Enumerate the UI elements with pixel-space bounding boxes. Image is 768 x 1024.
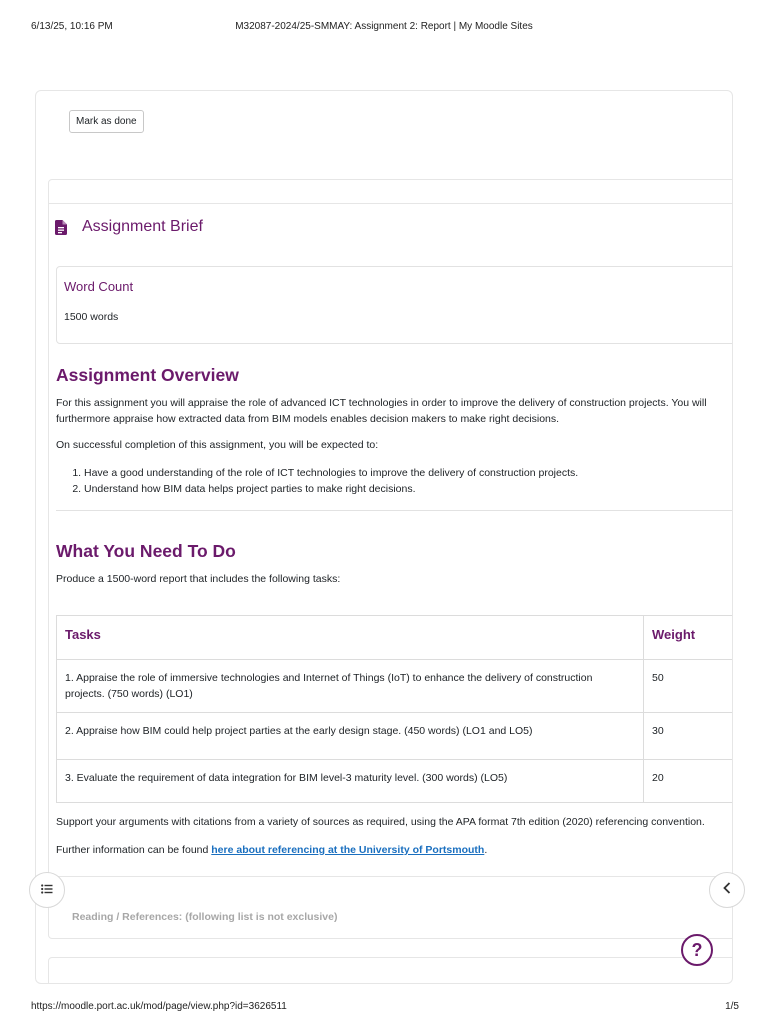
section-divider [49,203,733,204]
print-title: M32087-2024/25-SMMAY: Assignment 2: Report | My Moodle Sites [235,21,533,32]
drawer-collapse-button[interactable] [709,872,745,908]
task-cell: 3. Evaluate the requirement of data integration for BIM level-3 maturity level. (300 words) (LO5) [57,760,644,803]
support-paragraph: Support your arguments with citations from a variety of sources as required, using the APA format 7th edition (2020) referencing convention. [56,816,705,828]
table-row [57,713,734,760]
reading-section [48,876,733,939]
file-document-icon [55,220,67,235]
weight-cell: 30 [644,713,734,760]
todo-intro: Produce a 1500-word report that includes the following tasks: [56,573,341,585]
table-header-row [57,616,734,660]
what-you-need-heading: What You Need To Do [56,541,236,561]
list-icon [41,881,53,899]
tasks-table [56,615,733,803]
task-cell: 2. Appraise how BIM could help project parties at the early design stage. (450 words) (LO1 and LO5) [57,713,644,760]
chevron-left-icon [723,881,731,899]
word-count-title: Word Count [64,279,134,294]
course-index-toggle-button[interactable] [29,872,65,908]
referencing-link[interactable]: here about referencing at the University of Portsmouth [211,844,485,856]
print-url: https://moodle.port.ac.uk/mod/page/view.php?id=3626511 [31,1001,287,1012]
learning-goals-list [66,465,706,497]
tasks-column-header: Tasks [57,616,644,660]
reading-references-label[interactable]: Reading / References: (following list is not exclusive) [72,911,338,923]
further-info-paragraph [56,842,716,858]
weight-cell: 50 [644,660,734,713]
table-row [57,760,734,803]
section-divider [56,510,733,511]
word-count-box [56,266,733,344]
assignment-brief-title: Assignment Brief [82,218,203,235]
table-row [57,660,734,713]
further-info-prefix: Further information can be found [56,844,212,856]
print-footer [0,984,768,1024]
help-button[interactable]: ? [681,934,713,966]
expected-outcomes-intro: On successful completion of this assignment, you will be expected to: [56,439,379,451]
print-header [0,0,768,40]
assignment-brief-header [55,215,203,239]
next-section-card [48,957,733,984]
list-item: 1. Have a good understanding of the role of ICT technologies to improve the delivery of construction projects. [84,465,706,481]
further-info-suffix: . [484,844,488,856]
assignment-overview-heading: Assignment Overview [56,365,239,385]
word-count-value: 1500 words [64,311,119,323]
task-cell: 1. Appraise the role of immersive technologies and Internet of Things (IoT) to enhance the delivery of construction projects. (750 words) (LO1) [57,660,644,713]
list-item: 2. Understand how BIM data helps project parties to make right decisions. [84,481,706,497]
print-page-number: 1/5 [725,1001,739,1012]
mark-as-done-button[interactable]: Mark as done [69,110,144,133]
weight-cell: 20 [644,760,734,803]
overview-paragraph: For this assignment you will appraise the role of advanced ICT technologies in order to improve the delivery of construction projects. You will furthermore appraise how extracted data from BIM models enables decision makers to make right decisions. [56,397,707,425]
page-content-card [35,90,733,984]
print-datetime: 6/13/25, 10:16 PM [31,21,113,32]
weight-column-header: Weight [644,616,734,660]
